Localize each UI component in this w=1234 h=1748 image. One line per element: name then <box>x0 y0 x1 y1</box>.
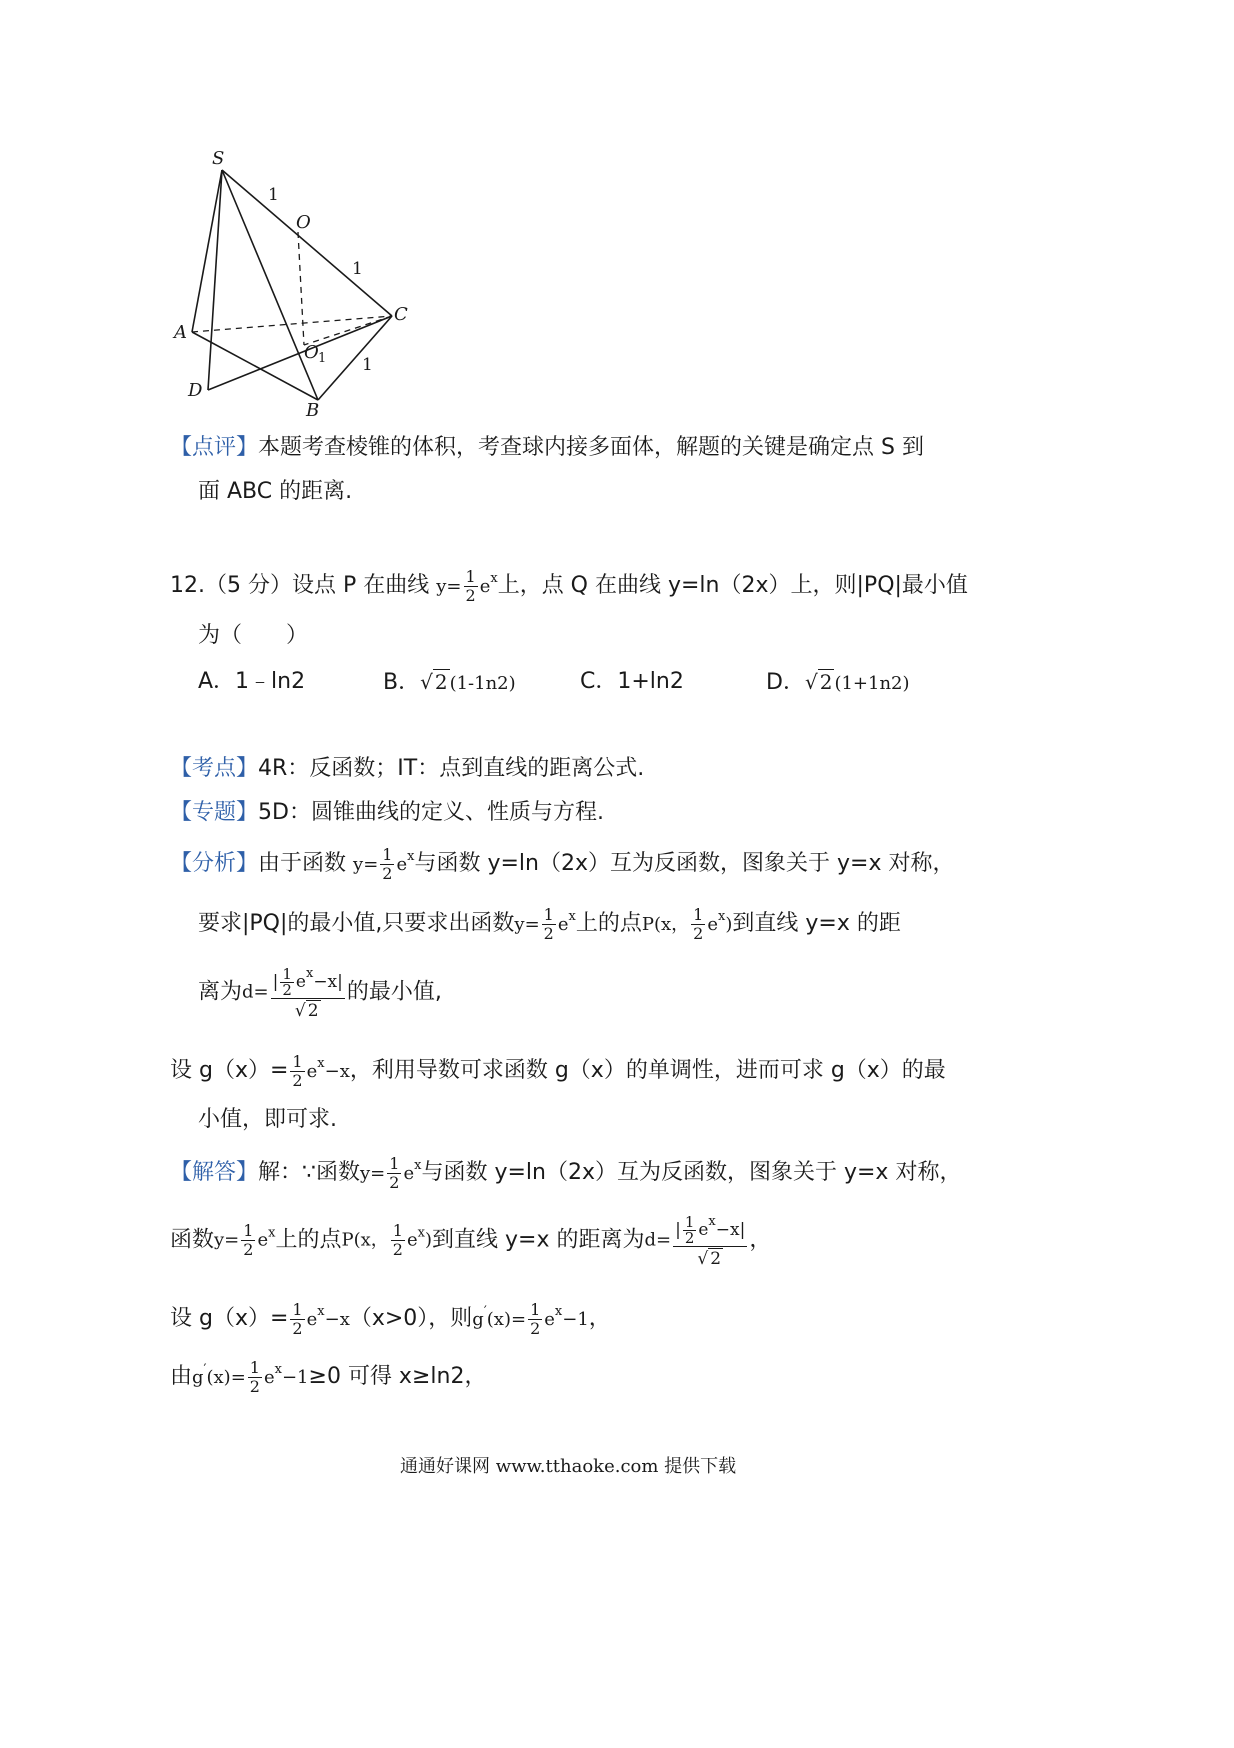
zhuanti-text: 5D：圆锥曲线的定义、性质与方程. <box>258 800 604 825</box>
solution-line-2: 函数y= $\frac{1}{2}$ $e^x$上的点P(x， $\frac{1}{2}$ $e^x$)到直线 y=x 的距离为d= | $\frac{1}{2}$ $e^x-x|$ √ 2 ， <box>170 1210 771 1271</box>
label-B: B <box>306 400 320 421</box>
sqrt-icon: √ 2 <box>804 670 833 694</box>
analysis-line-1: 【分析】由于函数 y= $\frac{1}{2}$ $e^x$与函数 y=ln（2x）互为反函数，图象关于 y=x 对称， <box>170 844 955 883</box>
review-tag: 【点评】 <box>170 435 259 460</box>
problem-12-stem-b: 上，点 Q 在曲线 y=ln（2x）上，则|PQ|最小值 <box>497 573 968 598</box>
problem-12-stem <box>170 565 968 605</box>
option-B[interactable]: B．√ 2 (1-1n2) <box>383 670 516 695</box>
solution-line-1: 【解答】解：∵函数y= $\frac{1}{2}$ $e^x$与函数 y=ln（2x）互为反函数，图象关于 y=x 对称， <box>170 1153 962 1192</box>
analysis-line-3: 离为d= | $\frac{1}{2}$ $e^x-x|$ √ 2 的最小值, <box>198 962 442 1023</box>
problem-12-stem-a: 12.（5 分）设点 P 在曲线 <box>170 573 430 598</box>
solution-line-4: 由g′(x)= $\frac{1}{2}$ $e^x-1\ge 0$ 可得 x≥ln2， <box>170 1357 487 1396</box>
solution-line-3: 设 g（x）= $\frac{1}{2}$ $e^x-x(x>0)$，则g′(x)= $\frac{1}{2}$ $e^x-1$， <box>170 1299 611 1338</box>
distance-fraction: | $\frac{1}{2}$ $e^x-x|$ √ 2 <box>271 962 345 1023</box>
analysis-line-2: 要求|PQ|的最小值,只要求出函数y= $\frac{1}{2}$ $e^x$上的点P(x， $\frac{1}{2}$ $e^x$)到直线 y=x 的距 <box>198 904 901 943</box>
zhuanti-tag: 【专题】 <box>170 800 259 825</box>
review-line-1 <box>170 434 924 462</box>
option-A[interactable]: A．1﹣ln2 <box>198 669 306 694</box>
analysis-line-5: 小值，即可求. <box>198 1107 337 1132</box>
kaodian-line <box>170 755 644 783</box>
label-D: D <box>188 380 203 401</box>
math-e: e <box>479 576 491 597</box>
label-O1-subscript: 1 <box>318 351 327 366</box>
pyramid-figure <box>174 148 470 480</box>
label-length-SO: 1 <box>268 185 279 205</box>
label-length-CB: 1 <box>362 355 373 375</box>
problem-12-stem-c: 为（ ） <box>198 623 309 648</box>
label-A: A <box>174 322 187 343</box>
fraction-half: $\frac{1}{2}$ <box>465 566 476 605</box>
sqrt-icon: √ 2 <box>420 670 448 694</box>
option-C[interactable]: C．1+ln2 <box>580 669 684 694</box>
math-y-eq: y= <box>436 576 462 597</box>
label-O: O <box>296 212 311 233</box>
review-text-1: 本题考查棱锥的体积，考查球内接多面体，解题的关键是确定点 S 到 <box>258 435 924 460</box>
footer-text: 通通好课网 www.tthaoke.com 提供下载 <box>400 1456 737 1477</box>
kaodian-text: 4R：反函数；IT：点到直线的距离公式. <box>258 756 645 781</box>
option-D[interactable]: D．√ 2 (1+1n2) <box>766 670 910 695</box>
kaodian-tag: 【考点】 <box>170 756 259 781</box>
analysis-line-4: 设 g（x）= $\frac{1}{2}$ $e^x-x$，利用导数可求函数 g（x）的单调性，进而可求 g（x）的最 <box>170 1051 946 1090</box>
analysis-tag: 【分析】 <box>170 851 259 876</box>
zhuanti-line <box>170 799 604 827</box>
label-S: S <box>212 148 225 169</box>
math-exp-x: x <box>490 571 498 586</box>
distance-fraction: | $\frac{1}{2}$ $e^x-x|$ √ 2 <box>673 1210 747 1271</box>
label-O1: O <box>304 342 319 363</box>
solution-tag: 【解答】 <box>170 1160 259 1185</box>
label-length-OC: 1 <box>352 259 363 279</box>
review-text-2: 面 ABC 的距离. <box>198 479 353 504</box>
label-C: C <box>394 304 408 325</box>
